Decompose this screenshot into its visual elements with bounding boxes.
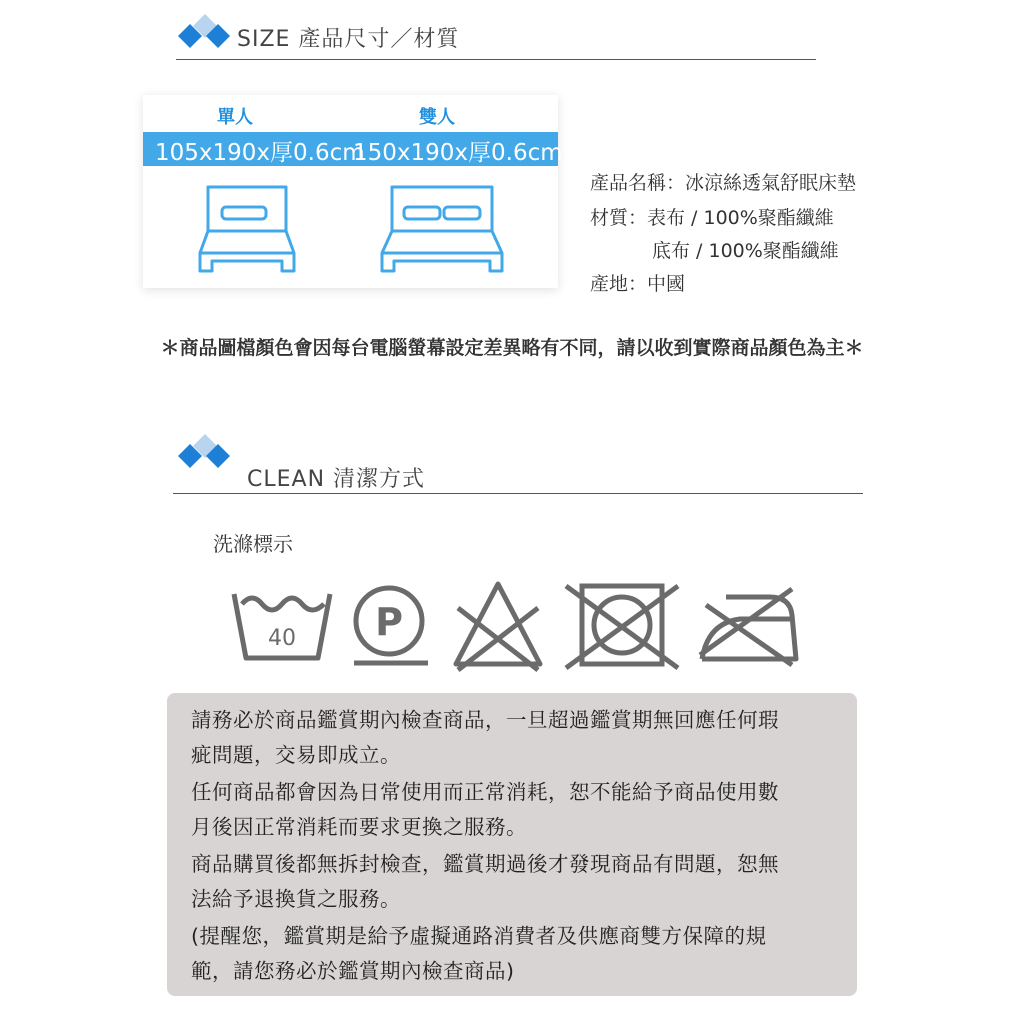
size-card [143, 95, 563, 288]
no-iron-icon [696, 583, 802, 669]
policy-line: 任何商品都會因為日常使用而正常消耗，恕不能給予商品使用數 [191, 780, 779, 804]
diamond-logo-icon [175, 10, 235, 60]
policy-line: (提醒您，鑑賞期是給予虛擬通路消費者及供應商雙方保障的規 [191, 924, 767, 948]
policy-line: 範，請您務必於鑑賞期內檢查商品) [191, 959, 515, 983]
single-size: 105x190x厚0.6cm [155, 140, 365, 166]
single-bed-icon [198, 183, 298, 275]
double-bed-icon [378, 183, 506, 275]
dry-clean-p-icon [350, 583, 432, 669]
double-label: 雙人 [419, 107, 455, 128]
dry-clean-letter: P [375, 600, 403, 644]
color-notice: ＊商品圖檔顏色會因每台電腦螢幕設定差異略有不同，請以收到實際商品顏色為主＊ [160, 337, 864, 359]
wash-temp-text: 40 [268, 626, 296, 651]
wash-40-icon [230, 588, 335, 663]
policy-line: 疵問題，交易即成立。 [191, 743, 401, 767]
clean-section-divider [173, 493, 863, 494]
material-top: 材質：表布 / 100%聚酯纖維 [590, 207, 834, 229]
policy-line: 商品購買後都無拆封檢查，鑑賞期過後才發現商品有問題，恕無 [191, 852, 779, 876]
size-section-title: SIZE 產品尺寸／材質 [237, 27, 460, 52]
policy-line: 請務必於商品鑑賞期內檢查商品，一旦超過鑑賞期無回應任何瑕 [191, 708, 779, 732]
single-label: 單人 [217, 107, 253, 128]
size-bar [143, 132, 563, 166]
clean-section-title: CLEAN 清潔方式 [247, 467, 426, 492]
no-bleach-icon [450, 578, 547, 674]
no-tumble-dry-icon [562, 580, 682, 672]
origin: 產地：中國 [590, 273, 686, 295]
return-policy-box [167, 693, 857, 996]
product-name: 產品名稱：冰涼絲透氣舒眠床墊 [590, 172, 857, 194]
double-size: 150x190x厚0.6cm [353, 140, 563, 166]
diamond-logo-icon [175, 430, 235, 480]
wash-label: 洗滌標示 [213, 532, 293, 556]
size-section-divider [176, 59, 816, 60]
material-bottom: 底布 / 100%聚酯纖維 [652, 240, 839, 262]
policy-line: 法給予退換貨之服務。 [191, 887, 401, 911]
policy-line: 月後因正常消耗而要求更換之服務。 [191, 815, 527, 839]
